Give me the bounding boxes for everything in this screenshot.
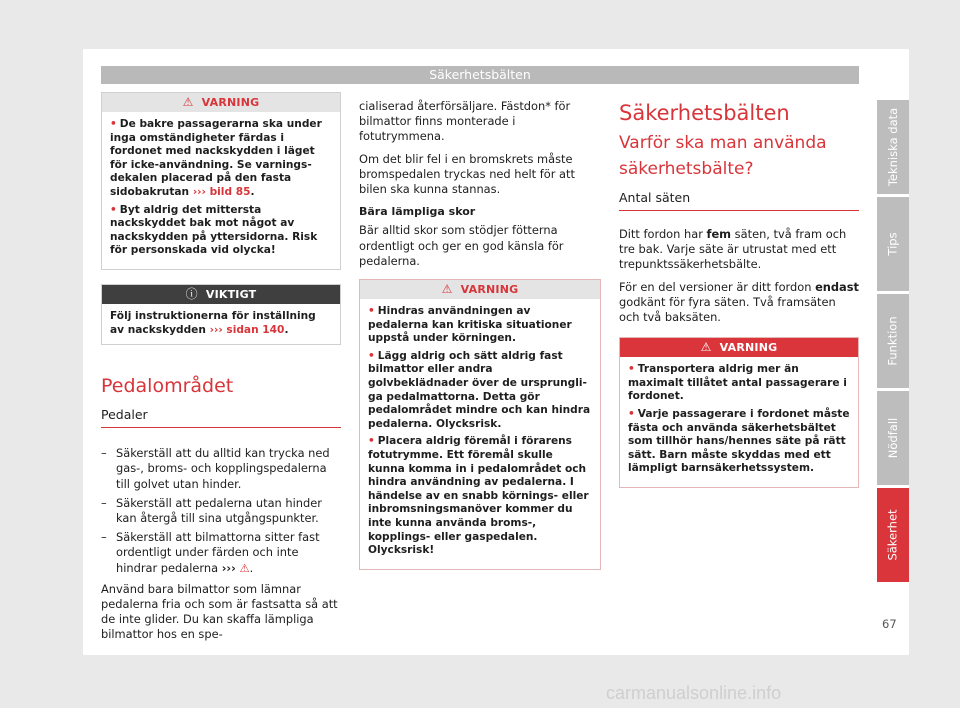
warning-item bbox=[368, 305, 592, 346]
info-circle-icon: ⓘ bbox=[185, 286, 198, 301]
bullet-icon: • bbox=[368, 349, 375, 362]
bullet-icon: • bbox=[628, 408, 635, 420]
warning-text: De bakre passagerarna ska under inga omständigheter färdas i fordonet med nackskydden i läget för icke-användning. Se varningsdekalen placerad på den fasta sidobakrutan bbox=[110, 118, 322, 198]
section-pedal bbox=[101, 375, 341, 428]
warning-item bbox=[110, 204, 332, 258]
pedal-text bbox=[101, 446, 341, 642]
warning-body bbox=[102, 112, 340, 269]
page-link[interactable]: ››› sidan 140 bbox=[209, 323, 285, 336]
paragraph: Bär alltid skor som stödjer fötterna ordentligt och ger en god känsla för pedalerna. bbox=[359, 223, 564, 268]
warning-item bbox=[368, 435, 592, 557]
warning-link[interactable]: ››› bbox=[221, 560, 236, 575]
paragraph: Om det blir fel i en bromskrets måste bromspedalen tryckas ned helt för att bilen ska kunna stannas. bbox=[359, 151, 575, 197]
paragraph: Ditt fordon har fem säten, två fram och tre bak. Varje säte är utrustat med ett trepunktssäkerhetsbälte. bbox=[619, 227, 847, 272]
figure-link[interactable]: ››› bild 85 bbox=[192, 185, 251, 198]
warning-box bbox=[101, 92, 341, 270]
pedal-list bbox=[101, 446, 341, 576]
section-title: Varför ska man använda säkerhetsbälte? bbox=[619, 133, 827, 179]
warning-label: VARNING bbox=[719, 341, 778, 355]
bullet-icon: • bbox=[110, 203, 117, 216]
list-item: – Säkerställ att pedalerna utan hinder kan återgå till sina utgångspunkter. bbox=[101, 496, 341, 526]
bullet-icon: • bbox=[368, 305, 375, 318]
note-tail: . bbox=[284, 323, 289, 336]
section-title: Pedalområdet bbox=[101, 375, 234, 398]
warning-text: Hindras användningen av pedalerna kan kritiska situationer uppstå under körningen. bbox=[368, 305, 572, 345]
tab-funktion[interactable]: Funktion bbox=[877, 294, 909, 388]
warning-item bbox=[628, 363, 850, 404]
tab-sakerhet[interactable]: Säkerhet bbox=[877, 488, 909, 582]
note-text: Följ instruktionerna för inställning av nackskydden bbox=[110, 309, 316, 336]
warning-triangle-icon: ⚠ bbox=[441, 281, 453, 296]
warning-box bbox=[359, 279, 601, 570]
warning-text: Placera aldrig föremål i förarens fotutrymme. Ett föremål skulle kunna komma in i pedalområdet och hindra användning av pedalerna. I händelse av en snabb körnings- eller inbromsningsmanöver kommer du inte kunna använda broms-, kopplings- eller gaspedalen. Olycksrisk! bbox=[368, 435, 589, 557]
warning-body bbox=[620, 357, 858, 487]
warning-item bbox=[628, 408, 850, 476]
note-label: VIKTIGT bbox=[205, 287, 257, 301]
column-middle bbox=[359, 99, 601, 570]
watermark: carmanualsonline.info bbox=[606, 683, 782, 703]
heading-shoes: Bära lämpliga skor bbox=[359, 205, 476, 219]
warning-header bbox=[102, 93, 340, 112]
column-right bbox=[619, 100, 859, 488]
warning-text: Byt aldrig det mittersta nackskyddet bak mot något av nackskydden på yttersidorna. Risk för personskada vid olycka! bbox=[110, 203, 318, 257]
warning-triangle-icon: ⚠ bbox=[182, 94, 194, 109]
warning-header bbox=[620, 338, 858, 357]
bullet-icon: • bbox=[368, 435, 375, 448]
tab-nodfall[interactable]: Nödfall bbox=[877, 391, 909, 485]
paragraph: Använd bara bilmattor som lämnar pedalerna fria och som är fastsatta så att de inte glider. Du kan skaffa lämpliga bilmattor hos en spe- bbox=[101, 581, 338, 642]
tab-tekniska-data[interactable]: Tekniska data bbox=[877, 100, 909, 194]
warning-label: VARNING bbox=[460, 282, 519, 296]
warning-triangle-icon: ⚠ bbox=[700, 340, 712, 355]
page-number: 67 bbox=[882, 617, 897, 631]
column-left bbox=[101, 92, 341, 650]
warning-tail: . bbox=[250, 185, 255, 198]
tab-tips[interactable]: Tips bbox=[877, 197, 909, 291]
warning-label: VARNING bbox=[201, 95, 260, 109]
warning-header bbox=[360, 280, 600, 299]
note-body bbox=[102, 304, 340, 344]
running-header: Säkerhetsbälten bbox=[101, 66, 859, 84]
warning-triangle-icon: ⚠ bbox=[239, 560, 250, 575]
chapter-tabs bbox=[877, 100, 909, 585]
list-item: – Säkerställ att du alltid kan trycka ned gas-, broms- och kopplingspedalerna till golvet utan hinder. bbox=[101, 446, 341, 492]
warning-item bbox=[110, 118, 332, 200]
subsection-title: Pedaler bbox=[101, 407, 341, 428]
chapter-title: Säkerhetsbälten bbox=[619, 101, 790, 125]
note-header bbox=[102, 285, 340, 304]
bullet-icon: • bbox=[628, 363, 635, 376]
warning-body bbox=[360, 299, 600, 569]
subsection-title: Antal säten bbox=[619, 190, 859, 211]
paragraph: För en del versioner är ditt fordon endast godkänt för fyra säten. Två framsäten och två baksäten. bbox=[619, 279, 859, 325]
note-box bbox=[101, 284, 341, 345]
warning-text: Lägg aldrig och sätt aldrig fast bilmattor eller andra golvbeklädnader över de ursprungliga pedalmattorna. Detta gör pedalområdet mindre och kan hindra pedalerna. Olycksrisk. bbox=[368, 349, 591, 430]
list-item-text: Säkerställ att bilmattorna sitter fast ordentligt under färden och inte hindrar pedalerna bbox=[116, 530, 320, 575]
bullet-icon: • bbox=[110, 118, 117, 130]
warning-item bbox=[368, 350, 592, 432]
warning-text: Varje passagerare i fordonet måste fästa och använda säkerhetsbältet som tillhör hans/hennes säte på rätt sätt. Barn måste skyddas med ett lämpligt barnsäkerhetssystem. bbox=[628, 408, 850, 475]
warning-box bbox=[619, 337, 859, 488]
list-item: – Säkerställ att bilmattorna sitter fast ordentligt under färden och inte hindrar pedalerna ››› ⚠. bbox=[101, 530, 341, 576]
paragraph: cialiserad återförsäljare. Fästdon* för bilmattor finns monterade i fotutrymmena. bbox=[359, 99, 571, 144]
warning-text: Transportera aldrig mer än maximalt tillåtet antal passagerare i fordonet. bbox=[628, 363, 847, 403]
